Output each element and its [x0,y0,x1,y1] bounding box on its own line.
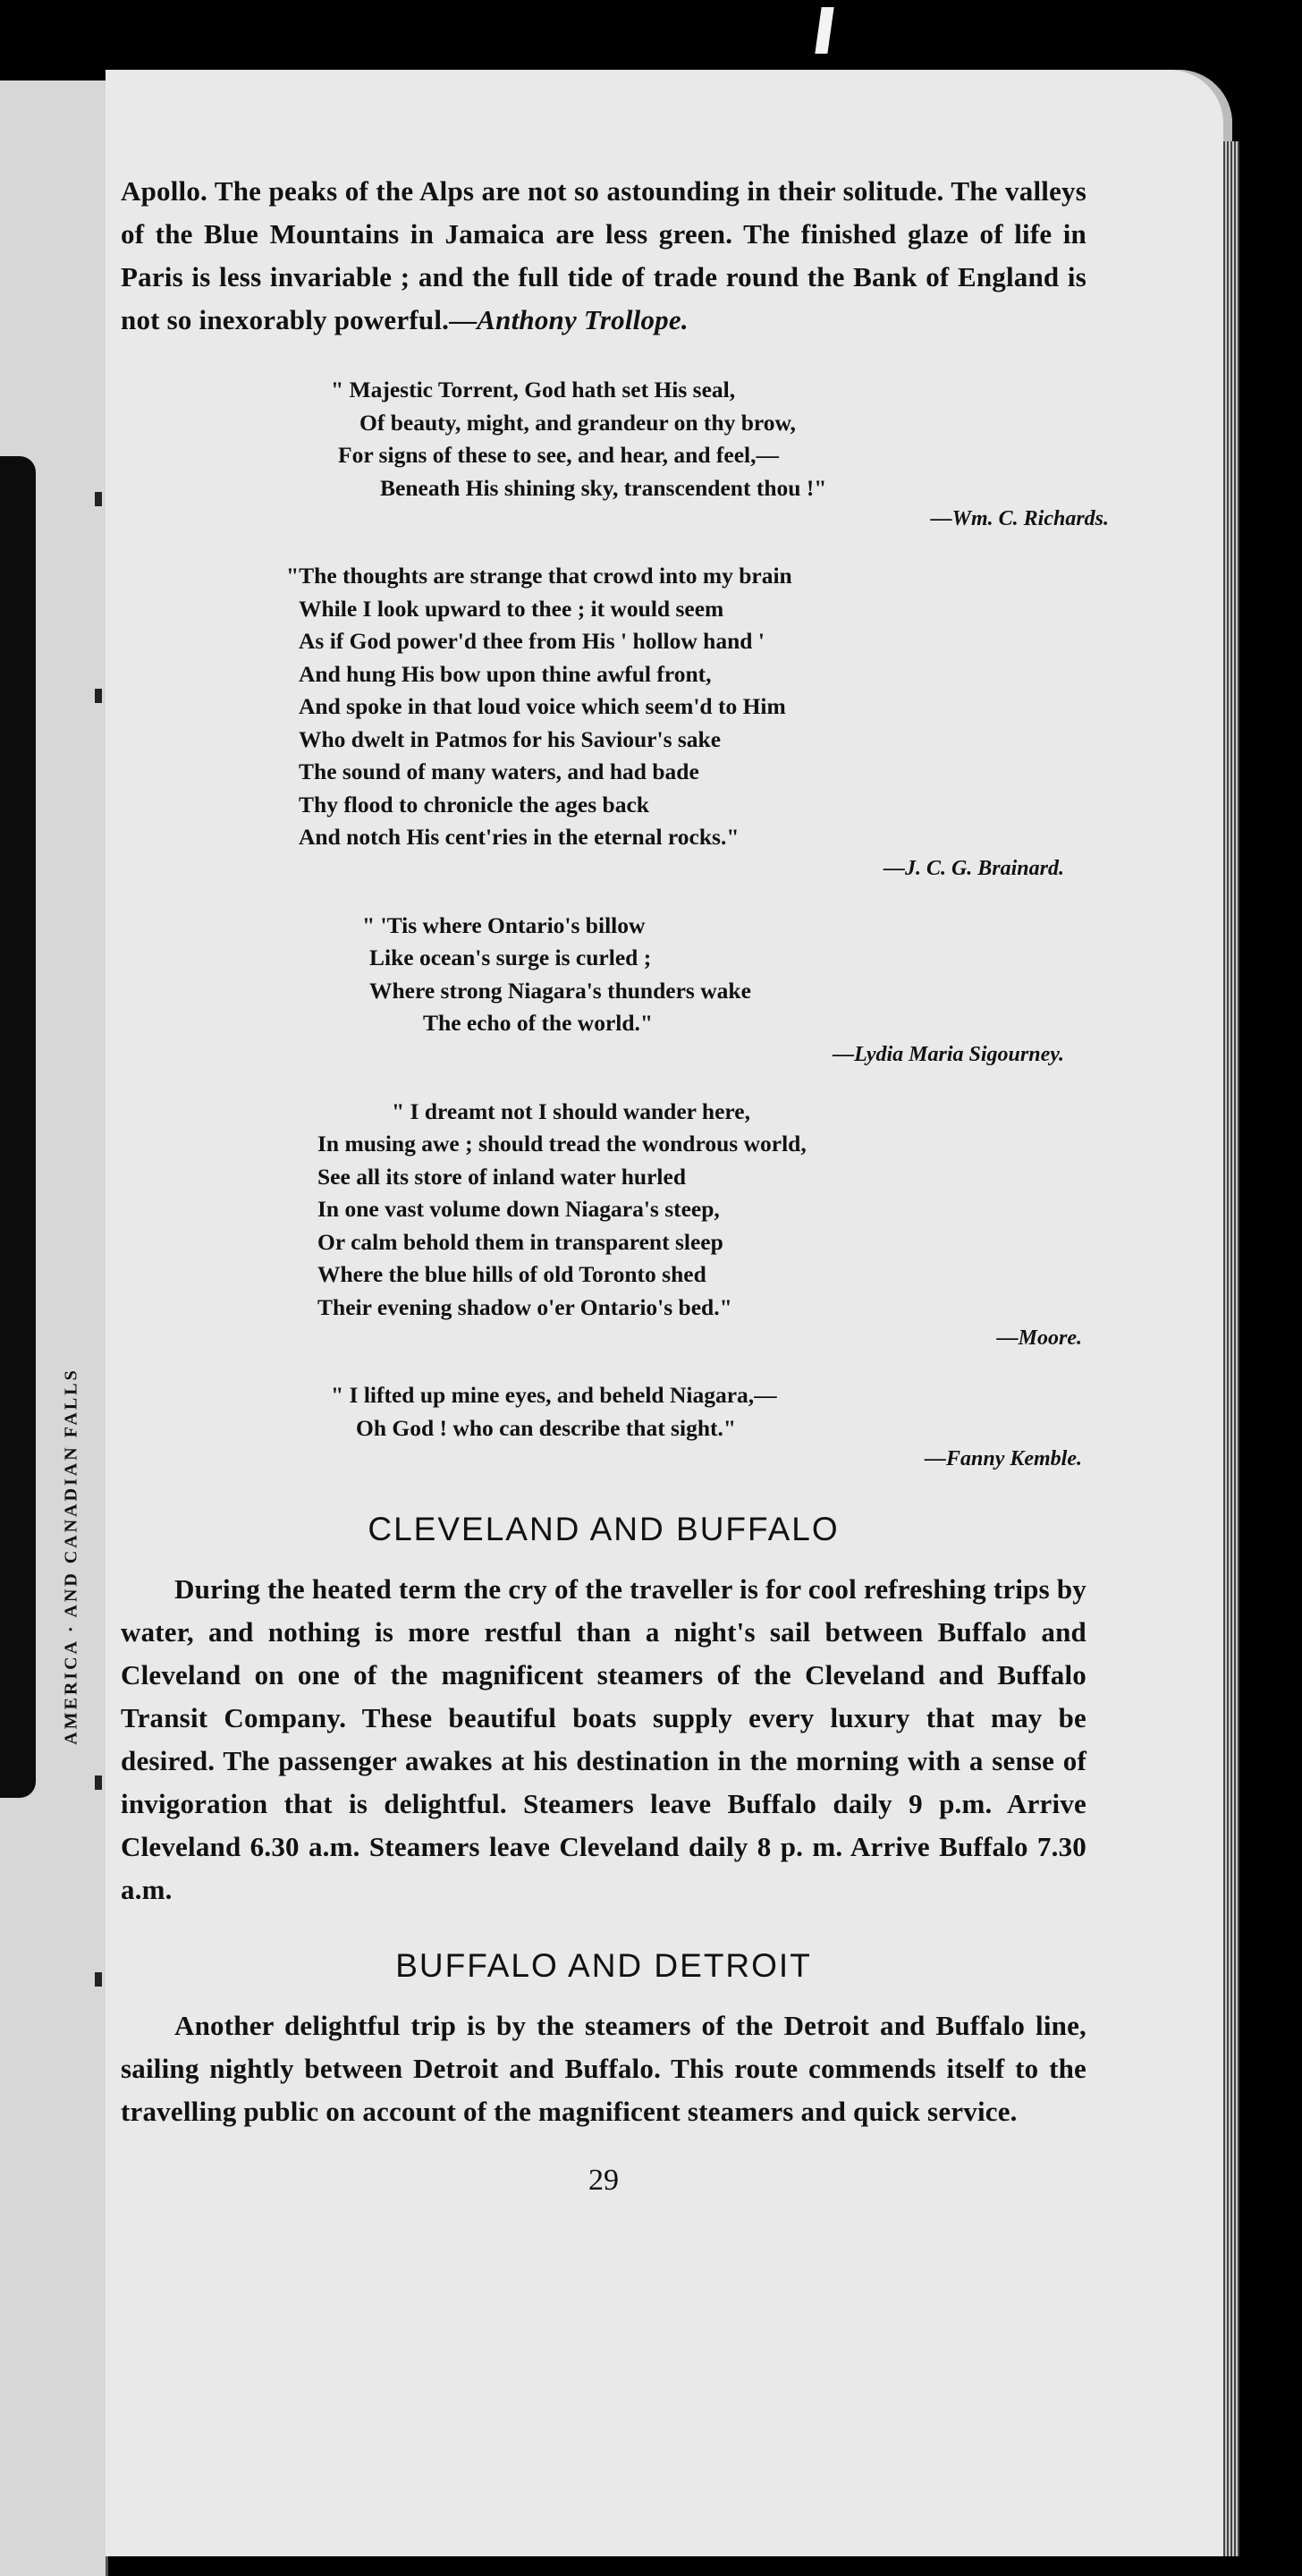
poem-line: And hung His bow upon thine awful front, [299,660,712,687]
poem-attribution: —Wm. C. Richards. [930,507,1109,530]
poem-attribution: —Fanny Kemble. [924,1447,1082,1470]
poem-line: " I lifted up mine eyes, and beheld Niagara,— [331,1382,777,1408]
book-spine [0,80,108,2576]
poem-line: " Majestic Torrent, God hath set His seal, [331,377,736,402]
intro-author: Anthony Trollope. [477,304,689,335]
poem-line: For signs of these to see, and hear, and feel,— [338,442,779,468]
poem-line: Where strong Niagara's thunders wake [369,977,751,1004]
poem-attribution: —Lydia Maria Sigourney. [833,1042,1064,1066]
poem-line: Beneath His shining sky, transcendent thou !" [380,474,827,501]
spine-shadow [0,456,36,1798]
section-heading-cleveland-buffalo: CLEVELAND AND BUFFALO [368,1511,840,1547]
poem-attribution: —Moore. [996,1326,1082,1350]
poem-line: In one vast volume down Niagara's steep, [317,1196,720,1222]
poem-1-lines [331,374,1109,504]
poem-1 [331,374,1109,533]
spine-title: AMERICA · AND CANADIAN FALLS [61,1368,81,1745]
poem-line: Where the blue hills of old Toronto shed [317,1261,706,1287]
poem-line: Thy flood to chronicle the ages back [299,791,649,818]
poem-line: The echo of the world." [423,1010,654,1036]
poem-line: Or calm behold them in transparent sleep [317,1228,723,1255]
binding-mark [95,1775,102,1790]
poem-line: And notch His cent'ries in the eternal rocks." [299,824,740,850]
poem-line: "The thoughts are strange that crowd into my brain [286,563,792,589]
page-edge [1223,141,1239,2556]
poem-3 [317,910,1064,1069]
poem-2 [286,560,1064,883]
section-paragraph-cleveland-buffalo: During the heated term the cry of the traveller is for cool refreshing trips by water, and nothing is more restful than a night's sail between Buffalo and Cleveland on one of the magnificent steamers of the Cleveland and Buffalo Transit Company. These beautiful boats supply every luxury that may be desired. The passenger awakes at his destination in the morning with a sense of invigoration that is delightful. Steamers leave Buffalo daily 9 p.m. Arrive Cleveland 6.30 a.m. Steamers leave Cleveland daily 8 p. m. Arrive Buffalo 7.30 a.m. [121,1573,1086,1905]
poem-line: " I dreamt not I should wander here, [392,1097,750,1124]
page-content [121,170,1109,2198]
poem-line: See all its store of inland water hurled [317,1163,687,1190]
poem-line: Of beauty, might, and grandeur on thy brow, [359,409,796,436]
poem-2-lines [286,560,1064,854]
binding-mark [95,1972,102,1987]
poem-4 [317,1096,1082,1353]
poem-line: Like ocean's surge is curled ; [369,945,652,970]
binding-mark [95,689,102,703]
poem-3-lines [317,910,1064,1040]
intro-text: Apollo. The peaks of the Alps are not so astounding in their solitude. The valleys of the Blue Mountains in Jamaica are less green. The finished glaze of life in Paris is less invariable ; and the full tide of trade round the Bank of England is not so inexorably powerful.— [121,175,1086,335]
section-paragraph-buffalo-detroit: Another delightful trip is by the steamers of the Detroit and Buffalo line, sailing nightly between Detroit and Buffalo. This route commends itself to the travelling public on account of the magnificent steamers and quick service. [121,2010,1086,2127]
poem-line: Their evening shadow o'er Ontario's bed." [317,1293,732,1320]
poem-5 [331,1379,1082,1473]
poem-line: The sound of many waters, and had bade [299,758,699,784]
section-heading-buffalo-detroit: BUFFALO AND DETROIT [395,1947,812,1984]
poem-line: Who dwelt in Patmos for his Saviour's sake [299,725,722,752]
poem-line: Oh God ! who can describe that sight." [356,1414,737,1441]
poem-line: And spoke in that loud voice which seem'd to Him [299,693,786,719]
intro-paragraph [121,170,1086,342]
page-number: 29 [588,2164,619,2197]
poem-line: " 'Tis where Ontario's billow [362,911,646,938]
top-edge-mark [815,7,833,54]
poem-attribution: —J. C. G. Brainard. [883,856,1064,880]
poem-line: In musing awe ; should tread the wondrous world, [317,1131,807,1157]
binding-mark [95,492,102,506]
poem-4-lines [317,1096,1082,1325]
poem-line: While I look upward to thee ; it would seem [299,595,724,622]
poem-5-lines [331,1379,1082,1445]
poem-line: As if God power'd thee from His ' hollow hand ' [299,628,765,654]
